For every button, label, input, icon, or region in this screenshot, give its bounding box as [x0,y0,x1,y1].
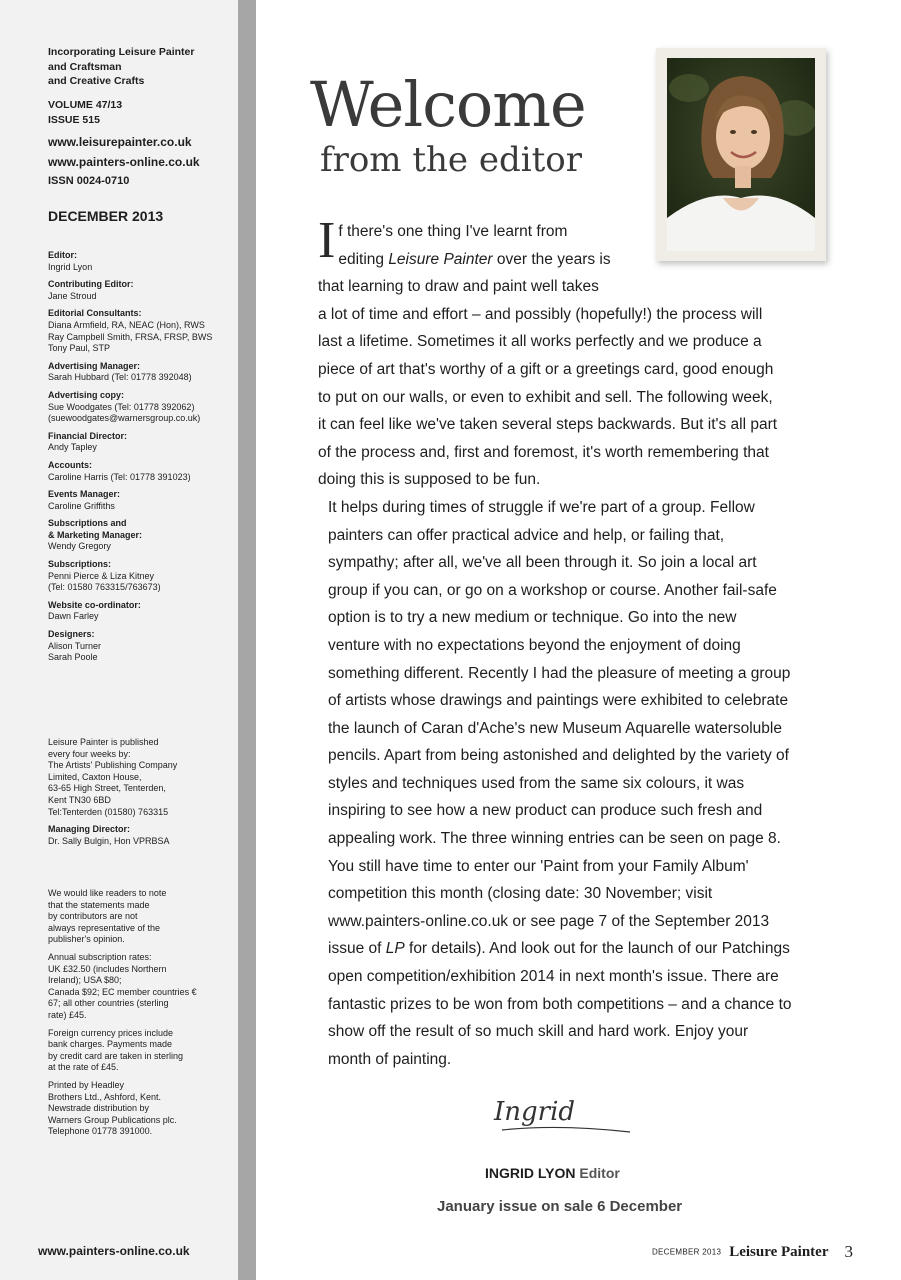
staff-name: Caroline Griffiths [48,500,115,511]
text-line: painters can offer practical advice and help, or failing that, [328,526,725,544]
staff-role: Editor: [48,250,77,260]
text-line: that learning to draw and paint well takes [318,278,599,296]
staff-role: Subscriptions: [48,559,112,570]
text-line: venture with no expectations beyond the enjoyment of doing [328,636,741,654]
text-line: editing Leisure Painter over the years is [338,250,611,268]
editor-signature [488,1090,638,1140]
page-title [310,70,586,180]
staff-name: Jane Stroud [48,290,97,301]
websites [48,132,228,172]
text-line: month of painting. [328,1050,452,1068]
staff-role: Designers: [48,629,95,640]
footer-magazine-name: Leisure Painter [729,1243,829,1260]
staff-name: Ingrid Lyon [48,261,93,272]
staff-name: Wendy Gregory [48,541,111,552]
staff-name: Diana Armfield, RA, NEAC (Hon), RWS [48,319,205,330]
text-line: open competition/exhibition 2014 in next month's issue. There are [328,968,779,986]
text-line: fantastic prizes to be won from both competitions – and a chance to [328,995,792,1013]
text-line: www.painters-online.co.uk or see page 7 of the September 2013 [328,912,770,930]
drop-cap: I [318,212,336,269]
staff-name: (Tel: 01580 763315/763673) [48,582,161,593]
incorporating-line: and Craftsman [48,60,122,73]
text-line: pencils. Apart from being astonished and delighted by the variety of [328,747,789,765]
volume-number: VOLUME 47/13 [48,99,123,111]
next-issue-notice: January issue on sale 6 December [437,1198,683,1215]
staff-entry [48,518,233,553]
staff-name: Andy Tapley [48,442,97,453]
volume-issue [48,98,228,127]
text-line: option is to try a new medium or technique. Go into the new [328,609,737,627]
staff-role: Advertising copy: [48,389,125,400]
subscription-rates: Annual subscription rates: UK £32.50 (includes Northern Ireland); USA $80; Canada $92; EC member countries € 67; all other countries (sterling rate) £45. [48,951,197,1020]
paragraph-2 [318,494,818,853]
staff-entry [48,431,233,454]
staff-name: (suewoodgates@warnersgroup.co.uk) [48,413,201,424]
incorporating-line: Incorporating Leisure Painter [48,46,195,58]
text-line: a lot of time and effort – and possibly (hopefully!) the process will [318,305,763,323]
staff-role: Editorial Consultants: [48,308,142,319]
page-number: 3 [844,1242,853,1261]
staff-list [48,250,233,670]
staff-entry [48,489,233,512]
staff-name: Sarah Poole [48,652,98,663]
staff-name: Penni Pierce & Liza Kitney [48,570,155,581]
staff-name: Tony Paul, STP [48,343,111,354]
text-line: It helps during times of struggle if we're part of a group. Fellow [328,498,755,516]
sidebar-divider-bar [238,0,256,1280]
footer-website-link[interactable]: www.painters-online.co.uk [38,1244,190,1258]
editor-role: Editor [579,1165,620,1181]
staff-entry [48,390,233,425]
editor-name: INGRID LYON [485,1165,576,1181]
editorial-body [318,212,818,1073]
text-line: sympathy; after all, we've all been through it. So join a local art [328,554,757,572]
text-line: it can feel like we've taken several steps backwards. But it's all part [318,416,778,434]
staff-role: Subscriptions and & Marketing Manager: [48,518,143,540]
staff-name: Ray Campbell Smith, FRSA, FRSP, BWS [48,331,213,342]
publisher-fine-print [48,737,233,853]
staff-role: Website co-ordinator: [48,599,141,610]
page-footer [652,1242,853,1262]
staff-name: Sarah Hubbard (Tel: 01778 392048) [48,372,192,383]
staff-entry [48,460,233,483]
staff-entry [48,559,233,594]
text-line: doing this is supposed to be fun. [318,471,541,489]
staff-entry [48,308,233,354]
currency-note: Foreign currency prices include bank charges. Payments made by credit card are taken in sterling at the rate of £45. [48,1027,184,1073]
text-line: piece of art that's worthy of a gift or a greetings card, good enough [318,360,774,378]
staff-entry [48,250,233,273]
footer-date: DECEMBER 2013 [651,1247,722,1257]
text-line: to put on our walls, or even to exhibit and sell. The following week, [318,388,773,406]
readers-note: We would like readers to note that the statements made by contributors are not always representative of the publisher's opinion. Annual subscription rates: UK £32.50 (includes Northern Ireland); USA $80; Canada $92; EC member countries € 67; all other countries (sterling rate) £45. Foreign currency prices include bank charges. Payments made by credit card are taken in sterling at the rate of £45. Printed by Headley Brothers Ltd., Ashford, Kent. Newstrade distribution by Warners Group Publications plc. Telephone 01778 391000. [48,888,233,1144]
website-link-painters-online[interactable]: www.painters-online.co.uk [48,155,200,169]
staff-role: Financial Director: [48,430,128,441]
staff-entry [48,600,233,623]
text-line: inspiring to see how a new product can produce such fresh and [328,802,763,820]
text-line: styles and techniques used from the same six colours, it was [328,774,745,792]
staff-role: Accounts: [48,459,93,470]
text-line: issue of LP for details). And look out for the launch of our Patchings [328,940,790,958]
staff-entry [48,361,233,384]
text-line: of artists whose drawings and paintings were exhibited to celebrate [328,692,789,710]
staff-entry [48,629,233,664]
staff-name: Dawn Farley [48,611,99,622]
text-line: f there's one thing I've learnt from [338,223,568,240]
text-line: You still have time to enter our 'Paint from your Family Album' [328,857,749,875]
publisher-info: Leisure Painter is published every four weeks by: The Artists' Publishing Company Limited, Caxton House, 63-65 High Street, Tenterden, Kent TN30 6BD Tel:Tenterden (01580) 763315 [48,737,178,817]
staff-entry [48,279,233,302]
editor-signoff [485,1165,620,1181]
staff-name: Sue Woodgates (Tel: 01778 392062) [48,401,195,412]
incorporating-line: and Creative Crafts [48,75,145,87]
text-line: last a lifetime. Sometimes it all works perfectly and we produce a [318,333,762,351]
paragraph-1 [318,212,818,494]
printer-info: Printed by Headley Brothers Ltd., Ashford, Kent. Newstrade distribution by Warners Group Publications plc. Telephone 01778 391000. [48,1079,177,1137]
text-line: appealing work. The three winning entries can be seen on page 8. [328,830,781,848]
website-link-leisurepainter[interactable]: www.leisurepainter.co.uk [48,135,192,149]
staff-name: Alison Turner [48,640,102,651]
staff-role: Contributing Editor: [48,279,134,290]
staff-name: Caroline Harris (Tel: 01778 391023) [48,471,191,482]
text-line: something different. Recently I had the pleasure of meeting a group [328,664,791,682]
text-line: the launch of Caran d'Ache's new Museum Aquarelle watersoluble [328,719,782,737]
paragraph-3 [318,853,818,1074]
incorporating-titles [48,45,228,89]
staff-role: Advertising Manager: [48,360,141,371]
text-line: group if you can, or go on a workshop or course. Another fail-safe [328,581,777,599]
text-line: show off the result of so much skill and hard work. Enjoy your [328,1023,749,1041]
title-from-the-editor: from the editor [320,140,582,180]
signature-text: Ingrid [494,1097,576,1127]
issue-month: DECEMBER 2013 [48,208,164,224]
title-welcome: Welcome [310,68,586,141]
text-line: competition this month (closing date: 30 November; visit [328,885,713,903]
issn: ISSN 0024-0710 [48,175,130,187]
staff-role: Events Manager: [48,489,121,500]
issue-number: ISSUE 515 [48,113,100,126]
text-line: of the process and, first and foremost, it's worth remembering that [318,443,769,461]
managing-director: Managing Director: Dr. Sally Bulgin, Hon VPRBSA [48,824,170,846]
